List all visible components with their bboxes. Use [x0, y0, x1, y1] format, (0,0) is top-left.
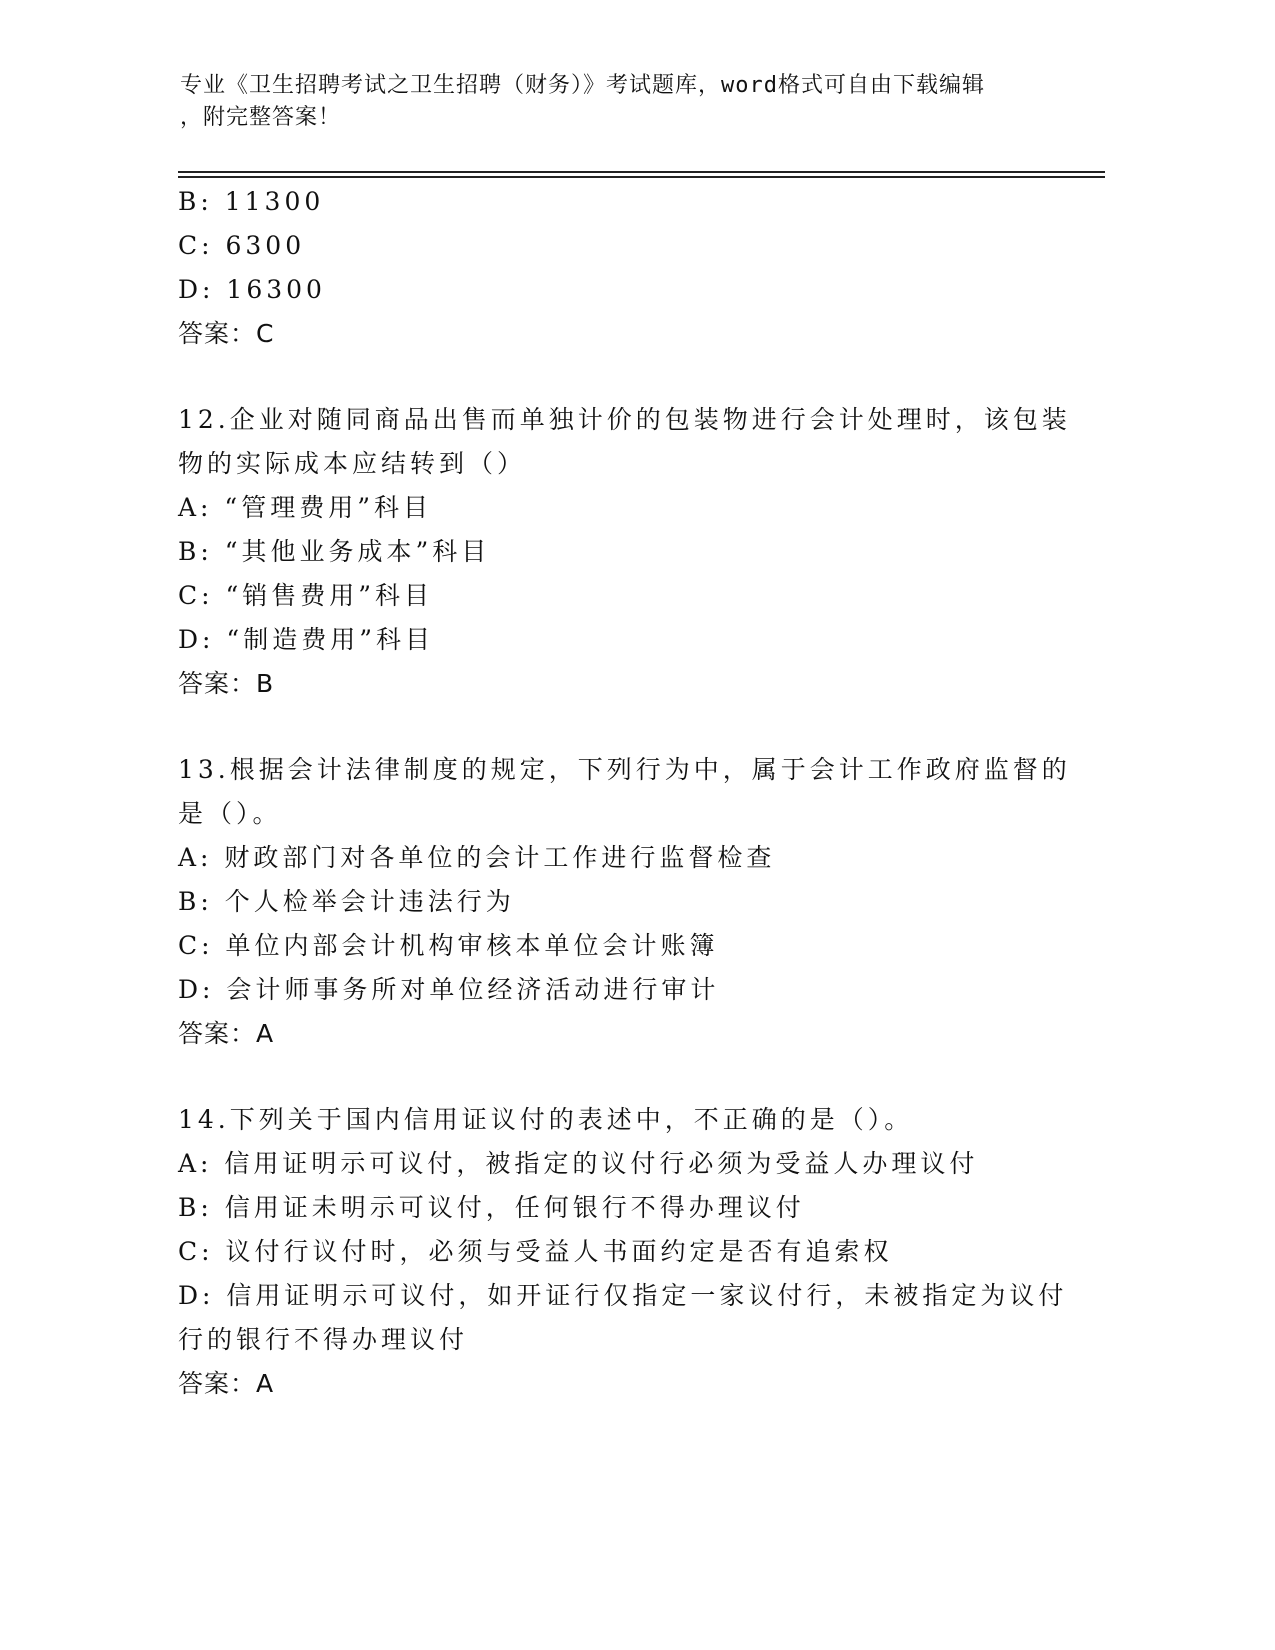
option-b: B: “其他业务成本”科目: [178, 537, 491, 566]
answer: 答案：A: [178, 1369, 275, 1398]
option-b: B: 信用证未明示可议付，任何银行不得办理议付: [178, 1193, 805, 1222]
question-12: [178, 398, 1071, 706]
question-14: [178, 1098, 1068, 1406]
header-line-2: ，附完整答案！: [180, 105, 342, 130]
option-b: B: 个人检举会计违法行为: [178, 887, 515, 916]
option-d-line-1: D: 信用证明示可议付，如开证行仅指定一家议付行，未被指定为议付: [178, 1281, 1068, 1310]
spacer: [178, 356, 1058, 398]
option-a: A: “管理费用”科目: [178, 493, 432, 522]
question-stem-line-2: 是（）。: [178, 799, 282, 828]
option-d: D: “制造费用”科目: [178, 625, 434, 654]
document-header: [180, 70, 1060, 134]
option-c: C: “销售费用”科目: [178, 581, 434, 610]
option-b: B: 11300: [178, 187, 325, 216]
question-stem-line-1: 14.下列关于国内信用证议付的表述中，不正确的是（）。: [178, 1105, 914, 1134]
option-c: C: 6300: [178, 231, 306, 260]
question-stem-line-1: 13.根据会计法律制度的规定，下列行为中，属于会计工作政府监督的: [178, 755, 1071, 784]
option-d: D: 会计师事务所对单位经济活动进行审计: [178, 975, 720, 1004]
option-a: A: 财政部门对各单位的会计工作进行监督检查: [178, 843, 776, 872]
question-11: [178, 180, 1058, 356]
option-c: C: 议付行议付时，必须与受益人书面约定是否有追索权: [178, 1237, 893, 1266]
question-stem-line-2: 物的实际成本应结转到（）: [178, 449, 527, 478]
question-list: [178, 180, 1071, 1406]
option-a: A: 信用证明示可议付，被指定的议付行必须为受益人办理议付: [178, 1149, 979, 1178]
answer: 答案：B: [178, 669, 275, 698]
answer: 答案：C: [178, 319, 275, 348]
question-13: [178, 748, 1071, 1056]
option-d: D: 16300: [178, 275, 326, 304]
spacer: [178, 706, 1058, 748]
spacer: [178, 1056, 1058, 1098]
header-line-1: 专业《卫生招聘考试之卫生招聘（财务）》考试题库，word格式可自由下载编辑: [180, 73, 985, 98]
option-d-line-2: 行的银行不得办理议付: [178, 1325, 469, 1354]
header-divider-bottom: [178, 176, 1105, 178]
header-divider-top: [178, 171, 1105, 173]
question-stem-line-1: 12.企业对随同商品出售而单独计价的包装物进行会计处理时，该包装: [178, 405, 1071, 434]
answer: 答案：A: [178, 1019, 275, 1048]
option-c: C: 单位内部会计机构审核本单位会计账簿: [178, 931, 719, 960]
